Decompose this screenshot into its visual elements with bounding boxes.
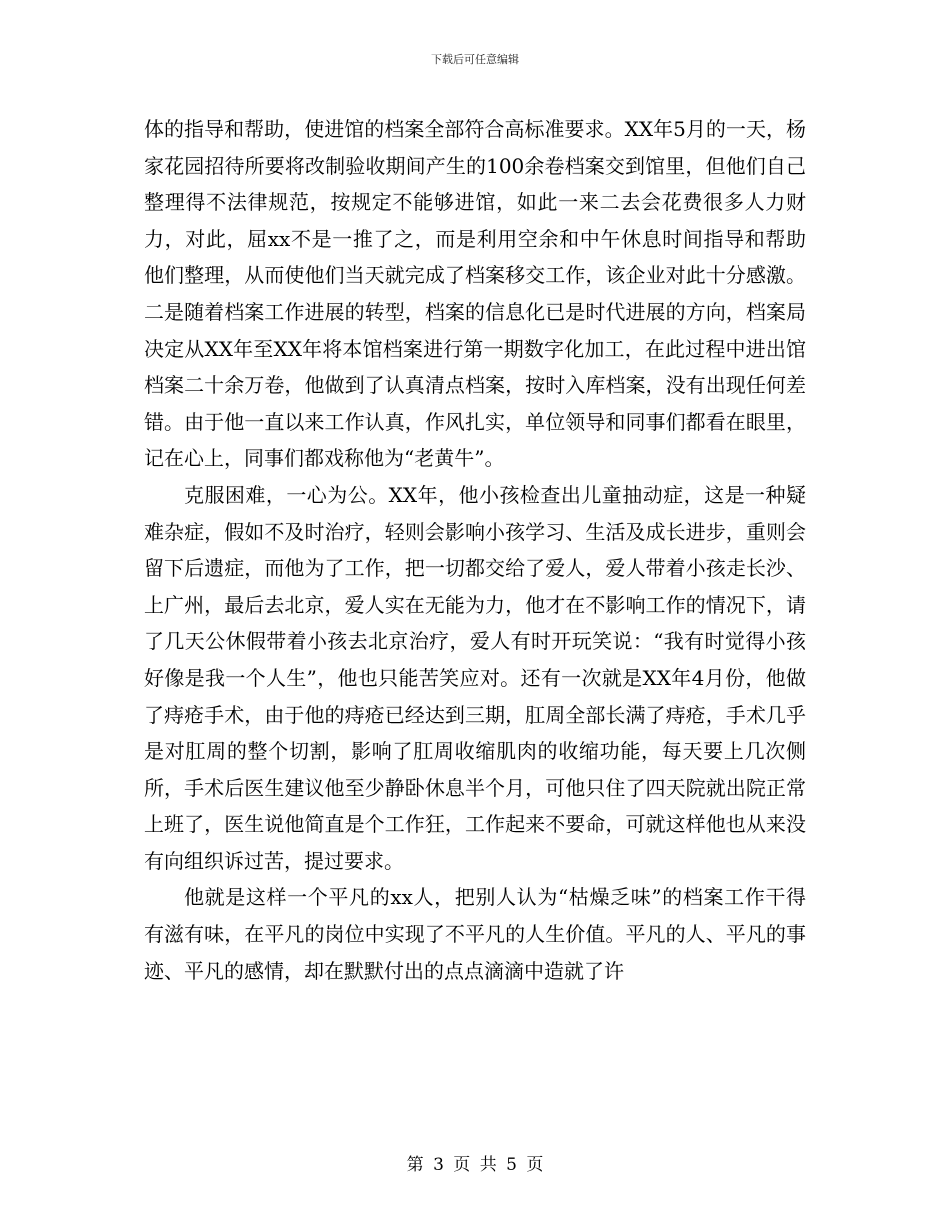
page-header: 下载后可任意编辑 xyxy=(431,53,519,66)
page-number-footer: 第 3 页 共 5 页 xyxy=(406,1155,544,1175)
paragraph-overcoming-difficulties: 克服困难，一心为公。XX年，他小孩检查出儿童抽动症，这是一种疑难杂症，假如不及时治疗，轻则会影响小孩学习、生活及成长进步，重则会留下后遗症，而他为了工作，把一切都交给了爱人，爱人带着小孩走长沙、上广州，最后去北京，爱人实在无能为力，他才在不影响工作的情况下，请了几天公休假带着小孩去北京治疗，爱人有时开玩笑说：“我有时觉得小孩好像是我一个人生”，他也只能苦笑应对。还有一次就是XX年4月份，他做了痔疮手术，由于他的痔疮已经达到三期，肛周全部长满了痔疮，手术几乎是对肛周的整个切割，影响了肛周收缩肌肉的收缩功能，每天要上几次侧所，手术后医生建议他至少静卧休息半个月，可他只住了四天院就出院正常上班了，医生说他简直是个工作狂，工作起来不要命，可就这样他也从来没有向组织诉过苦，提过要求。 xyxy=(144,482,806,873)
paragraph-ordinary-person: 他就是这样一个平凡的xx人，把别人认为“枯燥乏味”的档案工作干得有滋有味，在平凡的岗位中实现了不平凡的人生价值。平凡的人、平凡的事迹、平凡的感情，却在默默付出的点点滴滴中造就了许 xyxy=(144,885,806,983)
paragraph-archive-work: 体的指导和帮助，使进馆的档案全部符合高标准要求。XX年5月的一天，杨家花园招待所要将改制验收期间产生的100余卷档案交到馆里，但他们自己整理得不法律规范，按规定不能够进馆，如此一来二去会花费很多人力财力，对此，屈xx不是一推了之，而是利用空余和中午休息时间指导和帮助他们整理，从而使他们当天就完成了档案移交工作，该企业对此十分感激。二是随着档案工作进展的转型，档案的信息化已是时代进展的方向，档案局决定从XX年至XX年将本馆档案进行第一期数字化加工，在此过程中进出馆档案二十余万卷，他做到了认真清点档案，按时入库档案，没有出现任何差错。由于他一直以来工作认真，作风扎实，单位领导和同事们都看在眼里，记在心上，同事们都戏称他为“老黄牛”。 xyxy=(144,117,806,471)
document-body xyxy=(144,111,806,989)
